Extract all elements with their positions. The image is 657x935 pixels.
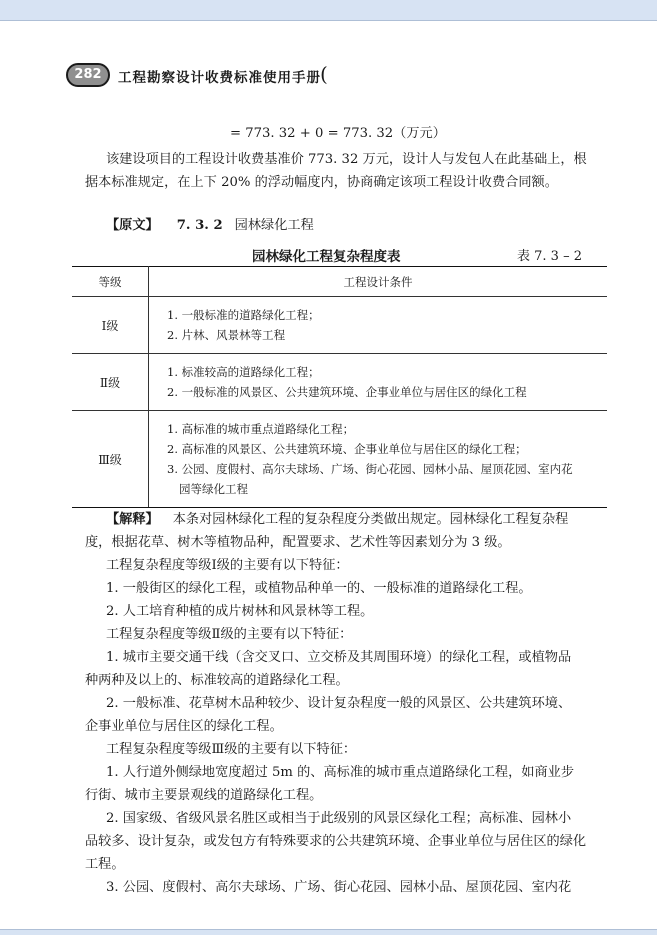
condition-item: 1. 高标准的城市重点道路绿化工程；	[167, 422, 355, 436]
formula-line: = 773. 32 + 0 = 773. 32（万元）	[230, 126, 446, 141]
table-title: 园林绿化工程复杂程度表	[252, 249, 401, 265]
body-line-1	[106, 508, 618, 531]
condition-cell	[149, 411, 608, 508]
body-text: 本条对园林绿化工程的复杂程度分类做出规定。园林绿化工程复杂程	[172, 512, 569, 527]
body-line-14: 2. 国家级、省级风景名胜区或相当于此级别的风景区绿化工程；高标准、园林小	[106, 811, 572, 826]
section-heading	[106, 214, 618, 237]
body-line-11: 工程复杂程度等级Ⅲ级的主要有以下特征：	[106, 742, 357, 757]
viewer-bottom-bar	[0, 929, 657, 935]
table-header-row	[72, 267, 607, 297]
complexity-table	[72, 266, 607, 508]
body-line-10: 企事业单位与居住区的绿化工程。	[85, 719, 283, 734]
condition-item: 2. 片林、风景林等工程	[167, 328, 286, 342]
body-line-8: 种两种及以上的、标准较高的道路绿化工程。	[85, 673, 349, 688]
para1-line2: 据本标准规定，在上下 20% 的浮动幅度内，协商确定该项工程设计收费合同额。	[85, 175, 558, 190]
page-number-badge: 282	[66, 63, 110, 87]
body-line-13: 行街、城市主要景观线的道路绿化工程。	[85, 788, 323, 803]
header-paren: (	[320, 62, 328, 86]
condition-cell	[149, 354, 608, 411]
body-line-3: 工程复杂程度等级Ⅰ级的主要有以下特征：	[106, 558, 349, 573]
grade-cell: Ⅰ级	[72, 297, 149, 354]
body-line-12: 1. 人行道外侧绿地宽度超过 5m 的、高标准的城市重点道路绿化工程，如商业步	[106, 765, 575, 780]
body-line-15: 品较多、设计复杂，或发包方有特殊要求的公共建筑环境、企事业单位与居住区的绿化	[85, 834, 587, 849]
condition-item: 2. 高标准的风景区、公共建筑环境、企事业单位与居住区的绿化工程；	[167, 442, 527, 456]
condition-item-cont: 园等绿化工程	[179, 482, 248, 496]
body-line-5: 2. 人工培育种植的成片树林和风景林等工程。	[106, 604, 374, 619]
para1-line1: 该建设项目的工程设计收费基准价 773. 32 万元，设计人与发包人在此基础上，根	[106, 152, 587, 167]
condition-item: 2. 一般标准的风景区、公共建筑环境、企事业单位与居住区的绿化工程	[167, 385, 527, 399]
body-line-16: 工程。	[85, 857, 125, 872]
body-line-7: 1. 城市主要交通干线（含交叉口、立交桥及其周围环境）的绿化工程，或植物品	[106, 650, 572, 665]
grade-cell: Ⅲ级	[72, 411, 149, 508]
body-line-2: 度，根据花草、树木等植物品种，配置要求、艺术性等因素划分为 3 级。	[85, 535, 511, 550]
book-title: 工程勘察设计收费标准使用手册	[118, 70, 321, 86]
body-line-6: 工程复杂程度等级Ⅱ级的主要有以下特征：	[106, 627, 353, 642]
table-row	[72, 354, 607, 411]
condition-cell	[149, 297, 608, 354]
section-tag: 【原文】	[106, 218, 159, 233]
section-number: 7. 3. 2	[176, 218, 223, 233]
col-header-condition: 工程设计条件	[149, 267, 608, 297]
condition-item: 1. 标准较高的道路绿化工程；	[167, 365, 320, 379]
condition-item: 3. 公园、度假村、高尔夫球场、广场、街心花园、园林小品、屋顶花园、室内花	[167, 462, 573, 476]
section-title: 园林绿化工程	[234, 218, 314, 233]
table-number: 表 7. 3 – 2	[517, 249, 582, 264]
grade-cell: Ⅱ级	[72, 354, 149, 411]
table-row	[72, 297, 607, 354]
explain-tag: 【解释】	[106, 512, 159, 527]
running-header	[66, 62, 356, 88]
condition-item: 1. 一般标准的道路绿化工程；	[167, 308, 320, 322]
body-line-17: 3. 公园、度假村、高尔夫球场、广场、街心花园、园林小品、屋顶花园、室内花	[106, 880, 572, 895]
table-row	[72, 411, 607, 508]
col-header-grade: 等级	[72, 267, 149, 297]
body-line-9: 2. 一般标准、花草树木品种较少、设计复杂程度一般的风景区、公共建筑环境、	[106, 696, 572, 711]
body-line-4: 1. 一般街区的绿化工程，或植物品种单一的、一般标准的道路绿化工程。	[106, 581, 532, 596]
viewer-top-bar	[0, 0, 657, 21]
